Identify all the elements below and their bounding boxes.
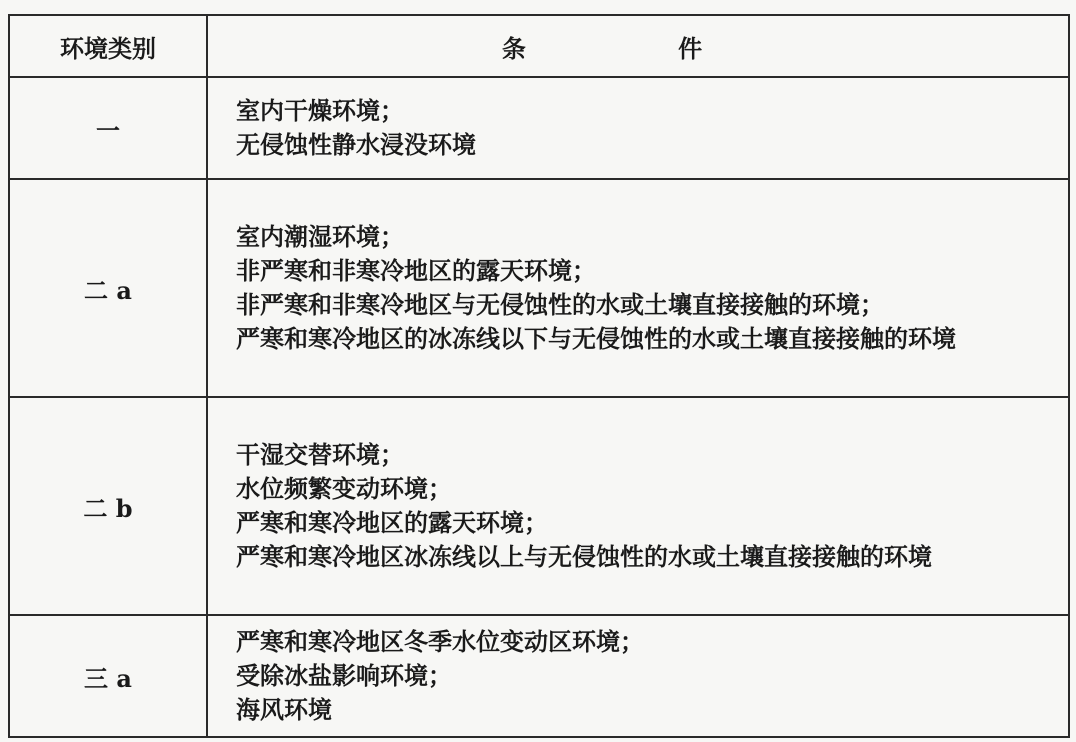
category-cell: 三 a (9, 615, 207, 737)
condition-line: 受除冰盐影响环境； (236, 661, 452, 690)
category-cell: 一 (9, 77, 207, 179)
category-cell: 二 a (9, 179, 207, 397)
table-header-row (9, 15, 1069, 77)
condition-line: 室内干燥环境； (236, 96, 404, 125)
condition-line: 无侵蚀性静水浸没环境 (236, 130, 476, 159)
conditions-cell (207, 77, 1069, 179)
table-row (9, 397, 1069, 615)
condition-line: 严寒和寒冷地区的冰冻线以下与无侵蚀性的水或土壤直接接触的环境 (236, 324, 956, 353)
condition-line: 水位频繁变动环境； (236, 474, 452, 503)
condition-line: 非严寒和非寒冷地区与无侵蚀性的水或土壤直接接触的环境； (236, 290, 884, 319)
condition-line: 非严寒和非寒冷地区的露天环境； (236, 256, 596, 285)
header-category: 环境类别 (9, 15, 207, 77)
condition-line: 严寒和寒冷地区的露天环境； (236, 508, 548, 537)
condition-line: 室内潮湿环境； (236, 222, 404, 251)
category-cell: 二 b (9, 397, 207, 615)
conditions-cell (207, 397, 1069, 615)
environment-category-table (8, 14, 1070, 738)
table-row (9, 77, 1069, 179)
condition-line: 海风环境 (236, 695, 332, 724)
condition-line: 干湿交替环境； (236, 440, 404, 469)
table-row (9, 179, 1069, 397)
conditions-cell (207, 615, 1069, 737)
condition-line: 严寒和寒冷地区冬季水位变动区环境； (236, 627, 644, 656)
header-conditions: 条 件 (207, 15, 1069, 77)
conditions-cell (207, 179, 1069, 397)
condition-line: 严寒和寒冷地区冰冻线以上与无侵蚀性的水或土壤直接接触的环境 (236, 542, 932, 571)
table-row (9, 615, 1069, 737)
